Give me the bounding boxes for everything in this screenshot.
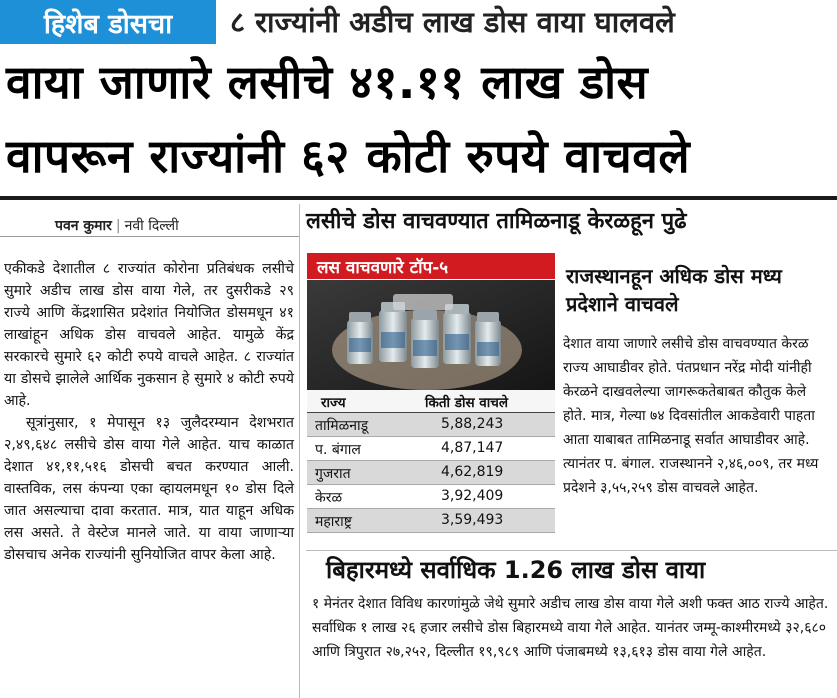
row-doses: 3,59,493 — [441, 512, 504, 528]
table-row — [307, 413, 555, 437]
vaccine-vials-photo — [307, 280, 555, 390]
header-doses: किती डोस वाचले — [425, 395, 509, 411]
headline-line-1: वाया जाणारे लसीचे ४१.११ लाख डोस — [6, 55, 649, 109]
headline-line-2: वापरून राज्यांनी ६२ कोटी रुपये वाचवले — [6, 129, 691, 183]
table-row — [307, 437, 555, 461]
row-state: प. बंगाल — [315, 442, 361, 458]
paragraph-2: सूत्रांनुसार, १ मेपासून १३ जुलैदरम्यान देशभरात २,४९,६४८ लसीचे डोस वाया गेले आहेत. याच काळात देशात ४१,११,५१६ डोसची बचत करण्यात आली. वास्तविक, लस कंपन्या एका व्हायलमधून १० डोस दिले जात असल्याचा दावा करतात. मात्र, यात याहून अधिक लस असते. ते वेस्टेज मानले जाते. या वाया जाणाऱ्या डोसचाच अनेक राज्यांनी सुनियोजित वापर केला आहे. — [4, 415, 294, 563]
top5-box-title: लस वाचवणारे टॉप-५ — [307, 253, 555, 279]
top5-table-header — [307, 390, 555, 413]
byline-separator: | — [115, 218, 121, 234]
row-doses: 4,62,819 — [441, 464, 504, 480]
section-tag: हिशेब डोसचा — [0, 0, 216, 44]
row-state: महाराष्ट्र — [315, 514, 352, 530]
column-2-heading: राजस्थानहून अधिक डोस मध्य प्रदेशाने वाचवले — [566, 264, 782, 316]
column-2-text: देशात वाया जाणारे लसीचे डोस वाचवण्यात केरळ राज्य आघाडीवर होते. पंतप्रधान नरेंद्र मोदी यांनीही केरळने दाखवलेल्या जागरूकतेबाबत कौतुक केले होते. मात्र, गेल्या ७४ दिवसांतील आकडेवारी पाहता आता याबाबत तामिळनाडू सर्वात आघाडीवर आहे. त्यानंतर प. बंगाल. राजस्थानने २,४६,००९, तर मध्य प्रदेशने ३,५५,२५९ डोस वाचवले आहेत. — [563, 336, 819, 496]
column-divider — [299, 204, 300, 698]
header-state: राज्य — [321, 395, 346, 411]
table-row — [307, 509, 555, 533]
byline-place: नवी दिल्ली — [124, 218, 179, 234]
sub-headline: लसीचे डोस वाचवण्यात तामिळनाडू केरळहून पुढे — [306, 209, 687, 234]
row-doses: 4,87,147 — [441, 440, 504, 456]
row-doses: 5,88,243 — [441, 416, 504, 432]
section-divider — [306, 550, 837, 551]
row-doses: 3,92,409 — [441, 488, 504, 504]
vaccine-vials-image — [307, 280, 555, 390]
article-column-1 — [4, 258, 294, 566]
headline-rule — [0, 196, 837, 200]
byline — [55, 216, 179, 235]
kicker-headline: ८ राज्यांनी अडीच लाख डोस वाया घालवले — [230, 5, 675, 39]
paragraph-1: एकीकडे देशातील ८ राज्यांत कोरोना प्रतिबंधक लसीचे सुमारे अडीच लाख डोस वाया गेले, तर दुसरीकडे २९ राज्ये आणि केंद्रशासित प्रदेशांत नियोजित डोसमधून ४१ लाखांहून अधिक डोस वाचवले आहेत. यामुळे केंद्र सरकारचे सुमारे ६२ कोटी रुपये वाचले आहेत. ८ राज्यांत या डोसचे झालेले आर्थिक नुकसान हे सुमारे ४ कोटी रुपये आहे. — [4, 261, 294, 409]
byline-rule — [0, 236, 300, 237]
table-row — [307, 461, 555, 485]
section-3-heading: बिहारमध्ये सर्वाधिक 1.26 लाख डोस वाया — [326, 556, 706, 584]
section-3-text: १ मेनंतर देशात विविध कारणांमुळे जेथे सुमारे अडीच लाख डोस वाया गेले अशी फक्त आठ राज्ये आहेत. सर्वाधिक १ लाख २६ हजार लसीचे डोस बिहारमध्ये वाया गेले आहेत. यानंतर जम्मू-काश्मीरमध्ये ३२,६८० आणि त्रिपुरात २७,२५२, दिल्लीत १९,९८९ आणि पंजाबमध्ये १३,६१३ डोस वाया गेले आहेत. — [312, 596, 829, 660]
row-state: केरळ — [315, 490, 343, 506]
table-row — [307, 485, 555, 509]
byline-author: पवन कुमार — [55, 218, 112, 234]
row-state: तामिळनाडू — [315, 418, 369, 434]
row-state: गुजरात — [315, 466, 351, 482]
